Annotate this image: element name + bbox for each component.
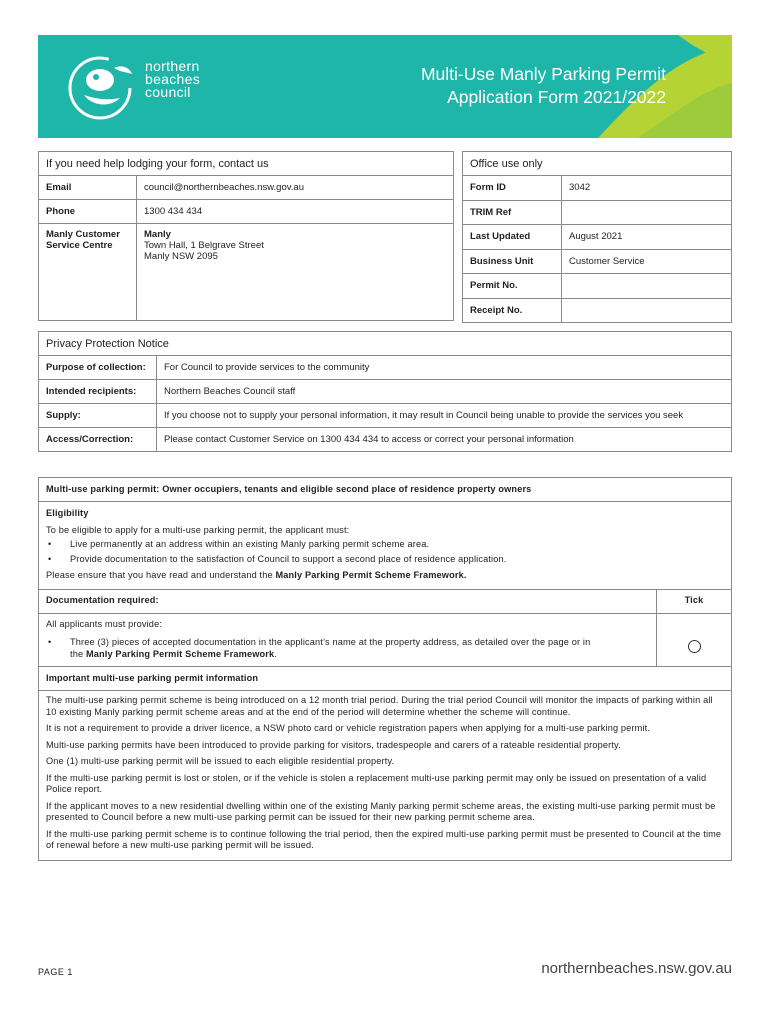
help-email-value[interactable]: council@northernbeaches.nsw.gov.au: [137, 176, 454, 200]
title-line-2: Application Form 2021/2022: [447, 87, 666, 107]
office-last-updated-value: August 2021: [562, 225, 732, 250]
office-form-id-value: 3042: [562, 176, 732, 201]
privacy-supply-value: If you choose not to supply your personal information, it may result in Council being unable to provide the services you seek: [157, 404, 732, 428]
office-heading: Office use only: [463, 152, 732, 176]
framework-link[interactable]: Manly Parking Permit Scheme Framework.: [275, 570, 467, 580]
tick-checkbox[interactable]: [688, 640, 701, 653]
doc-bullet-prefix: the: [70, 648, 86, 659]
office-use-box: [462, 151, 732, 323]
privacy-heading: Privacy Protection Notice: [39, 332, 732, 356]
help-label-email: Email: [39, 176, 137, 200]
privacy-label-access: Access/Correction:: [39, 428, 157, 452]
council-wordmark: [145, 60, 200, 99]
info-paragraph: Multi-use parking permits have been introduced to provide parking for visitors, tradespeople and carers of a rateable residential property.: [46, 739, 621, 750]
help-label-service-centre: Manly Customer Service Centre: [39, 224, 137, 321]
privacy-notice: [38, 331, 732, 452]
office-permit-no-value[interactable]: [562, 274, 732, 299]
info-paragraph: If the multi-use parking permit scheme is to continue following the trial period, then the expired multi-use parking permit must be presented to Council at the time of renewal before a new multi-use parking permit will be issued.: [46, 828, 722, 850]
privacy-label-supply: Supply:: [39, 404, 157, 428]
ensure-read-notice: [46, 570, 724, 582]
privacy-purpose-value: For Council to provide services to the community: [157, 356, 732, 380]
logo-line-1: northern: [145, 58, 200, 74]
all-applicants-label: All applicants must provide:: [46, 618, 163, 629]
eligibility-title: Eligibility: [46, 508, 89, 518]
office-trim-ref-value: [562, 200, 732, 225]
page-title: [421, 63, 666, 109]
help-label-phone: Phone: [39, 200, 137, 224]
privacy-label-purpose: Purpose of collection:: [39, 356, 157, 380]
important-info-body: [39, 691, 731, 860]
logo-line-2: beaches: [145, 71, 201, 87]
eligibility-bullet-2: • Provide documentation to the satisfaction of Council to support a second place of residence application.: [46, 554, 724, 566]
office-label-trim-ref: TRIM Ref: [463, 200, 562, 225]
important-info-title: Important multi-use parking permit information: [46, 672, 259, 683]
service-centre-name: Manly: [144, 229, 171, 240]
doc-bullet-suffix: .: [274, 648, 277, 659]
service-centre-address-2: Manly NSW 2095: [144, 251, 218, 262]
privacy-label-recipients: Intended recipients:: [39, 380, 157, 404]
eligibility-intro: To be eligible to apply for a multi-use parking permit, the applicant must:: [46, 524, 350, 535]
footer-website-link[interactable]: northernbeaches.nsw.gov.au: [541, 960, 732, 977]
logo-line-3: council: [145, 84, 191, 100]
documentation-bullet: [46, 637, 649, 660]
title-line-1: Multi-Use Manly Parking Permit: [420, 64, 666, 84]
permit-heading: Multi-use parking permit: Owner occupiers, tenants and eligible second place of residence property owners: [46, 483, 532, 494]
help-service-centre-value: [137, 224, 454, 321]
info-paragraph: If the multi-use parking permit is lost or stolen, or if the vehicle is stolen a replacement multi-use parking permit may only be issued on presentation of a valid Police report.: [46, 772, 707, 794]
office-receipt-no-value[interactable]: [562, 298, 732, 323]
doc-framework-link[interactable]: Manly Parking Permit Scheme Framework: [85, 648, 275, 659]
service-centre-address-1: Town Hall, 1 Belgrave Street: [144, 240, 264, 251]
help-phone-value[interactable]: 1300 434 434: [137, 200, 454, 224]
header-banner: [38, 35, 732, 138]
info-paragraph: One (1) multi-use parking permit will be issued to each eligible residential property.: [46, 756, 395, 766]
office-business-unit-value: Customer Service: [562, 249, 732, 274]
info-paragraph: If the applicant moves to a new residential dwelling within one of the existing Manly parking permit scheme areas, the existing multi-use parking permit must be presented to Council before a new multi-use parking permit can be issued for their new parking permit scheme area.: [46, 800, 716, 822]
eligibility-bullet-1: • Live permanently at an address within an existing Manly parking permit scheme area.: [46, 539, 724, 551]
office-label-receipt-no: Receipt No.: [463, 298, 562, 323]
info-paragraph: It is not a requirement to provide a driver licence, a NSW photo card or vehicle registration papers when applying for a multi-use parking permit.: [46, 723, 651, 733]
documentation-label: Documentation required:: [46, 595, 159, 606]
office-label-form-id: Form ID: [463, 176, 562, 201]
office-label-last-updated: Last Updated: [463, 225, 562, 250]
office-label-permit-no: Permit No.: [463, 274, 562, 299]
ensure-prefix: Please ensure that you have read and understand the: [46, 570, 276, 580]
tick-label: Tick: [684, 595, 704, 606]
office-label-business-unit: Business Unit: [463, 249, 562, 274]
help-heading: If you need help lodging your form, contact us: [39, 152, 454, 176]
info-paragraph: The multi-use parking permit scheme is being introduced on a 12 month trial period. During the trial period Council will monitor the impacts of parking within all 10 existing Manly parking permit scheme areas and at the end of the period will determine whether the scheme will continue.: [46, 695, 713, 717]
page-number: PAGE 1: [38, 967, 73, 977]
permit-section: [38, 477, 732, 861]
doc-bullet-line-1: Three (3) pieces of accepted documentation in the applicant’s name at the property address, as detailed over the page or in: [70, 637, 591, 647]
help-contact-box: [38, 151, 454, 321]
privacy-recipients-value: Northern Beaches Council staff: [157, 380, 732, 404]
eligibility-block: [39, 502, 731, 590]
privacy-access-value: Please contact Customer Service on 1300 434 434 to access or correct your personal information: [157, 428, 732, 452]
council-crest-icon: [66, 50, 138, 122]
